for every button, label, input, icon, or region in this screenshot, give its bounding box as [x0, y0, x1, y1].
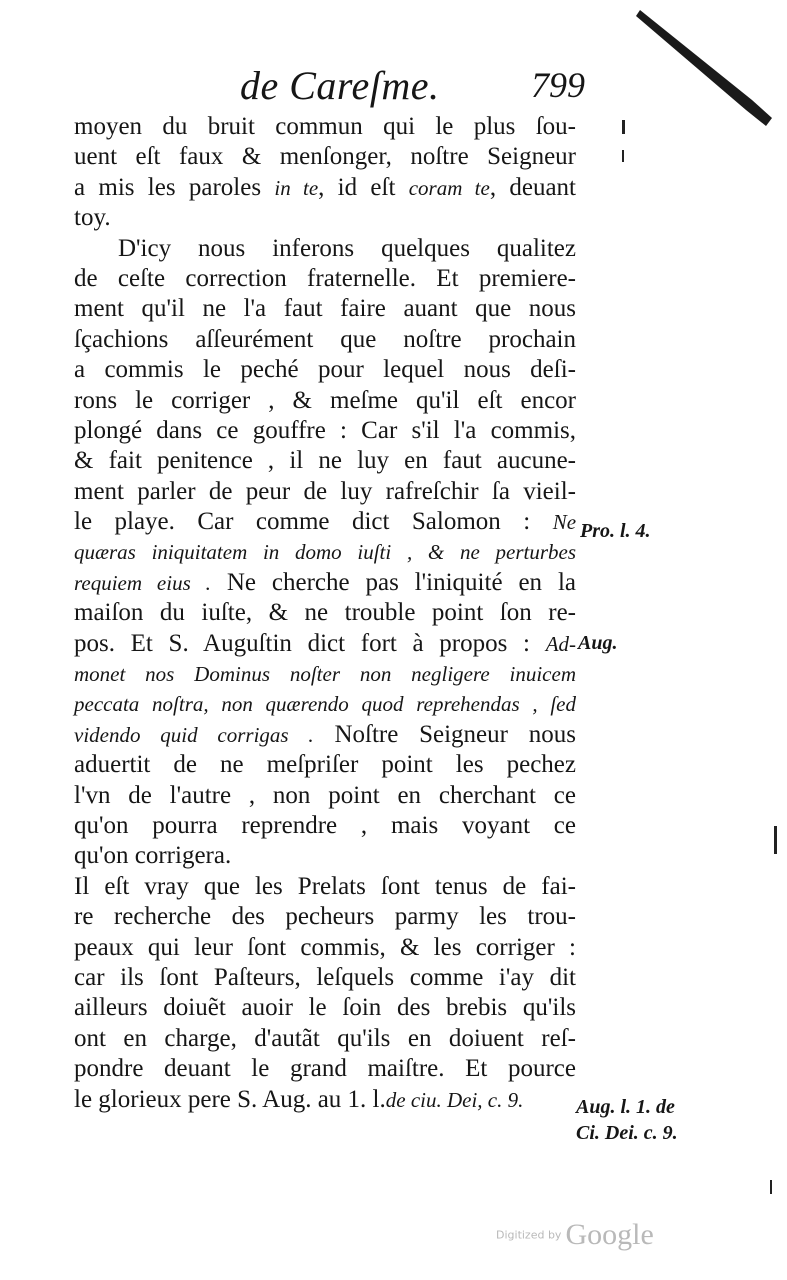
margin-speck [622, 150, 624, 162]
text-line: le playe. Car comme dict Salomon : Ne [74, 508, 577, 536]
text-line: l'vn de l'autre , non point en cherchant ce [74, 781, 576, 809]
latin-phrase: de ciu. Dei, c. 9. [385, 1087, 524, 1112]
digitized-watermark [496, 1218, 654, 1252]
text-line: D'icy nous inferons quelques qualitez [118, 234, 576, 262]
text-line: moyen du bruit commun qui le plus ſou- [74, 113, 576, 140]
text-line: ont en charge, d'autãt qu'ils en doiuent reſ- [74, 1024, 576, 1052]
text-line: qu'on corrigera. [74, 842, 232, 870]
text-line: ment parler de peur de luy rafreſchir ſa vieil- [74, 477, 576, 505]
ink-stroke-mark [632, 0, 787, 140]
text-line: le glorieux pere S. Aug. au 1. l.de ciu. Dei, c. 9. [74, 1085, 524, 1113]
running-header [240, 62, 585, 108]
text-line: toy. [74, 204, 111, 232]
latin-phrase: coram te [408, 175, 490, 200]
latin-quote-line: monet nos Dominus noſter non negligere inuicem [74, 662, 576, 687]
text-line: car ils ſont Paſteurs, leſquels comme i'ay dit [74, 963, 576, 991]
latin-quote-line: peccata noſtra, non quærendo quod reprehendas , ſed [74, 692, 576, 717]
text-line: pondre deuant le grand maiſtre. Et pource [74, 1055, 576, 1083]
marginal-note-line: Ci. Dei. c. 9. [576, 1122, 678, 1144]
text-line: requiem eius . Ne cherche pas l'iniquité en la [74, 568, 576, 596]
watermark-brand: Google [565, 1218, 654, 1251]
text-line: maiſon du iuſte, & ne trouble point ſon re- [74, 599, 576, 627]
text-line: ailleurs doiuẽt auoir le ſoin des brebis qu'ils [74, 994, 576, 1022]
text-line: re recherche des pecheurs parmy les trou- [74, 903, 576, 931]
text-line: ment qu'il ne l'a faut faire auant que nous [74, 295, 576, 323]
text-line: pos. Et S. Auguſtin dict fort à propos : Ad- [74, 629, 577, 657]
body-text [74, 112, 576, 1115]
text-line: rons le corriger , & meſme qu'il eſt encor [74, 386, 576, 414]
text-line: uent eſt faux & menſonger, noſtre Seigneur [74, 143, 576, 171]
text-line: & fait penitence , il ne luy en faut aucune- [74, 447, 576, 475]
text-line: aduertit de ne meſpriſer point les pechez [74, 751, 576, 779]
margin-speck [770, 1180, 772, 1194]
marginal-note-line: Aug. l. 1. de [576, 1096, 675, 1118]
margin-speck [622, 120, 625, 134]
latin-phrase: Ad- [545, 631, 577, 656]
text-line: a commis le peché pour lequel nous deſi- [74, 356, 576, 384]
text-line: qu'on pourra reprendre , mais voyant ce [74, 811, 576, 839]
latin-phrase: in te [274, 175, 319, 200]
margin-speck [774, 826, 777, 854]
text-line: Il eſt vray que les Prelats ſont tenus de fai- [74, 872, 576, 900]
page-number: 799 [531, 65, 585, 105]
marginal-note: Pro. l. 4. [580, 520, 651, 542]
latin-quote-line: quæras iniquitatem in domo iuſti , & ne perturbes [74, 540, 576, 565]
text-line: de ceſte correction fraternelle. Et premiere- [74, 264, 576, 292]
marginal-note: Aug. [578, 632, 618, 654]
latin-phrase: Ne [552, 510, 577, 535]
latin-phrase: videndo quid corrigas . [74, 722, 314, 747]
text-line: peaux qui leur ſont commis, & les corriger : [74, 933, 576, 961]
text-line: videndo quid corrigas . Noſtre Seigneur nous [74, 720, 577, 748]
text-line: ſçachions aſſeurément que noſtre prochain [74, 325, 576, 353]
text-line: plongé dans ce gouffre : Car s'il l'a commis, [74, 416, 576, 444]
latin-phrase: requiem eius . [74, 570, 211, 595]
running-title: de Careſme. [240, 63, 440, 108]
watermark-prefix: Digitized by [496, 1228, 562, 1242]
marginal-note [576, 1094, 678, 1146]
text-line: a mis les paroles in te, id eſt coram te, deuant [74, 173, 576, 201]
